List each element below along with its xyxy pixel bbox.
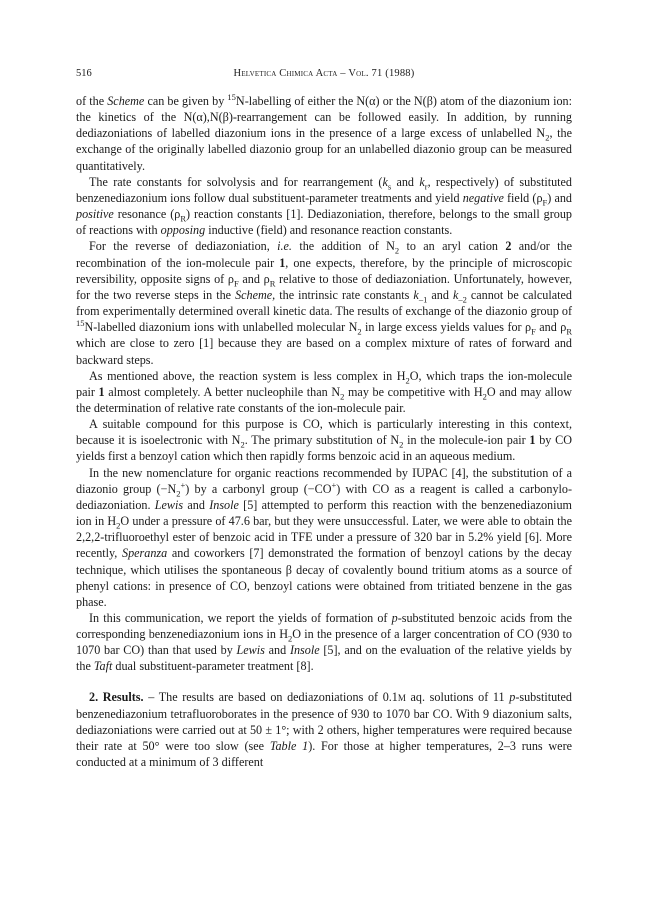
article-body (76, 93, 572, 770)
paragraph-nomenclature: In the new nomenclature for organic reactions recommended by IUPAC [4], the substitution of a diazonio group $(-N_2^+)$ by a carbonyl group (−CO+) with CO as a reagent is called a carbonylo-dediazoniation. Lewis and Insole [5] attempted to perform this reaction with the benzenediazonium ion in $H_2O$ under a pressure of 47.6 bar, but they were unsuccessful. Later, we were able to obtain the 2,2,2-trifluoroethyl ester of benzoic acid in TFE under a pressure of 320 bar in 5.2% yield [6]. More recently, Speranza and coworkers [7] demonstrated the formation of benzoyl cations by the decay technique, which utilises the spontaneous β decay of covalently bound tritium atoms as a source of phenyl cations: in presence of CO, benzoyl cations were obtained from tritiated benzene in the gas phase. (76, 465, 572, 609)
page-number: 516 (76, 68, 92, 79)
paragraph-reverse-dediazoniation: For the reverse of dediazoniation, i.e. the addition of $N_2$ to an aryl cation 2 and/or the recombination of the ion-molecule pair 1, one expects, therefore, by the principle of microscopic reversibility, opposite signs of $\rho_F$ and $\rho_R$ relative to those of dediazoniation. Unfortunately, however, for the two reverse steps in the Scheme, the intrinsic rate constants $k_{-1}$ and $k_{-2}$ cannot be calculated from experimentally determined overall kinetic data. The results of exchange of the diazonio group of $^{15}$N-labelled diazonium ions with unlabelled molecular $N_2$ in large excess yields values for $\rho_F$ and $\rho_R$ which are close to zero [1] because they are based on a complex mixture of rates of forward and backward steps. (76, 239, 573, 367)
running-header (76, 67, 572, 81)
paragraph-water-trapping: As mentioned above, the reaction system is less complex in $H_2O$, which traps the ion-molecule pair 1 almost completely. A better nucleophile than $N_2$ may be competitive with $H_2O$ and may allow the determination of relative rate constants of the ion-molecule pair. (76, 368, 572, 415)
paragraph-carbon-monoxide: A suitable compound for this purpose is CO, which is particularly interesting in this context, because it is isoelectronic with $N_2$. The primary substitution of $N_2$ in the molecule-ion pair 1 by CO yields first a benzoyl cation which then rapidly forms benzoic acid in an aqueous medium. (76, 417, 572, 464)
paragraph-rate-constants: The rate constants for solvolysis and for rearrangement ($k_s$ and $k_r$, respectively) of substituted benzenediazonium ions follow dual substituent-parameter treatments and yield negative field $(\rho_F)$ and positive resonance $(\rho_R)$ reaction constants [1]. Dediazoniation, therefore, belongs to the small group of reactions with opposing inductive (field) and resonance reaction constants. (76, 174, 573, 238)
paragraph-scheme-continuation: of the Scheme can be given by $^{15}$N-labelling of either the N(α) or the N(β) atom of the diazonium ion: the kinetics of the N(α),N(β)-rearrangement can be followed easily. In addition, by running dediazoniations of labelled diazonium ions in the presence of a large excess of unlabelled $N_2$, the exchange of the originally labelled diazonio group for an unlabelled diazonio group can be measured quantitatively. (76, 91, 572, 173)
paragraph-communication: In this communication, we report the yields of formation of p-substituted benzoic acids from the corresponding benzenediazonium ions in $H_2O$ in the presence of a larger concentration of CO (930 to 1070 bar CO) than that used by Lewis and Insole [5], and on the evaluation of the relative yields by the Taft dual substituent-parameter treatment [8]. (76, 611, 572, 674)
paragraph-results: 2. Results. – The results are based on dediazoniations of 0.1M aq. solutions of 11 p-substituted benzenediazonium tetrafluoroborates in the presence of 930 to 1070 bar CO. With 9 diazonium salts, dediazoniations were carried out at 50 ± 1°; with 2 others, higher temperatures were required because their rate at 50° were too slow (see Table 1). For those at higher temperatures, 2–3 runs were conducted at a minimum of 3 different (76, 689, 572, 770)
journal-title: Helvetica Chimica Acta – Vol. 71 (1988) (233, 68, 415, 79)
